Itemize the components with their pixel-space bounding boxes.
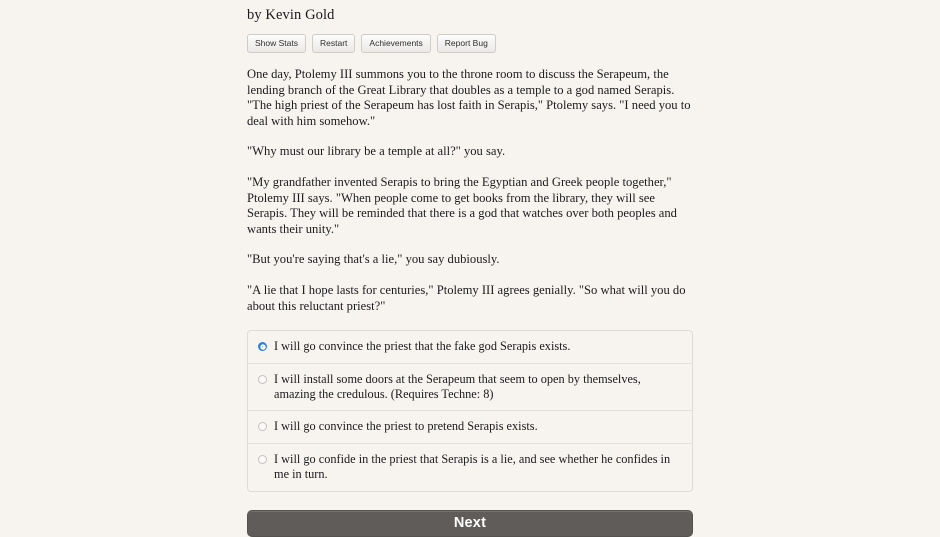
choice-list <box>247 330 693 491</box>
radio-button-icon[interactable] <box>258 375 267 384</box>
choice-label: I will go convince the priest to pretend Serapis exists. <box>274 419 538 434</box>
radio-button-icon[interactable] <box>258 422 267 431</box>
choice-option[interactable] <box>248 363 692 411</box>
story-paragraph: "But you're saying that's a lie," you say dubiously. <box>247 252 500 267</box>
story-paragraph: "Why must our library be a temple at all?" you say. <box>247 144 506 159</box>
main-column <box>247 0 693 537</box>
toolbar <box>247 34 693 53</box>
choice-label: I will go confide in the priest that Serapis is a lie, and see whether he confides in me in turn. <box>274 451 671 482</box>
byline: by Kevin Gold <box>247 7 335 23</box>
restart-button[interactable]: Restart <box>312 34 355 53</box>
achievements-button[interactable]: Achievements <box>361 34 430 53</box>
story-paragraph: "My grandfather invented Serapis to bring the Egyptian and Greek people together," Ptolemy III says. "When people come to get books from the library, they will see Serapis. They will be reminded that there is a god that watches over both peoples and wants their unity." <box>247 174 677 236</box>
next-button[interactable]: Next <box>247 510 693 537</box>
story-text <box>247 67 693 314</box>
choice-option[interactable] <box>248 331 692 362</box>
report-bug-button[interactable]: Report Bug <box>437 34 496 53</box>
choice-label: I will go convince the priest that the fake god Serapis exists. <box>274 339 571 354</box>
radio-button-icon[interactable] <box>258 455 267 464</box>
choice-option[interactable] <box>248 443 692 491</box>
radio-button-icon[interactable] <box>258 342 267 351</box>
story-paragraph: One day, Ptolemy III summons you to the throne room to discuss the Serapeum, the lending branch of the Great Library that doubles as a temple to a god named Serapis. "The high priest of the Serapeum has lost faith in Serapis," Ptolemy says. "I need you to deal with him somehow." <box>247 67 691 128</box>
show-stats-button[interactable]: Show Stats <box>247 34 306 53</box>
story-paragraph: "A lie that I hope lasts for centuries," Ptolemy III agrees genially. "So what will you do about this reluctant priest?" <box>247 282 686 313</box>
choice-option[interactable] <box>248 410 692 442</box>
choice-label: I will install some doors at the Serapeum that seem to open by themselves, amazing the credulous. (Requires Techne: 8) <box>274 371 641 401</box>
